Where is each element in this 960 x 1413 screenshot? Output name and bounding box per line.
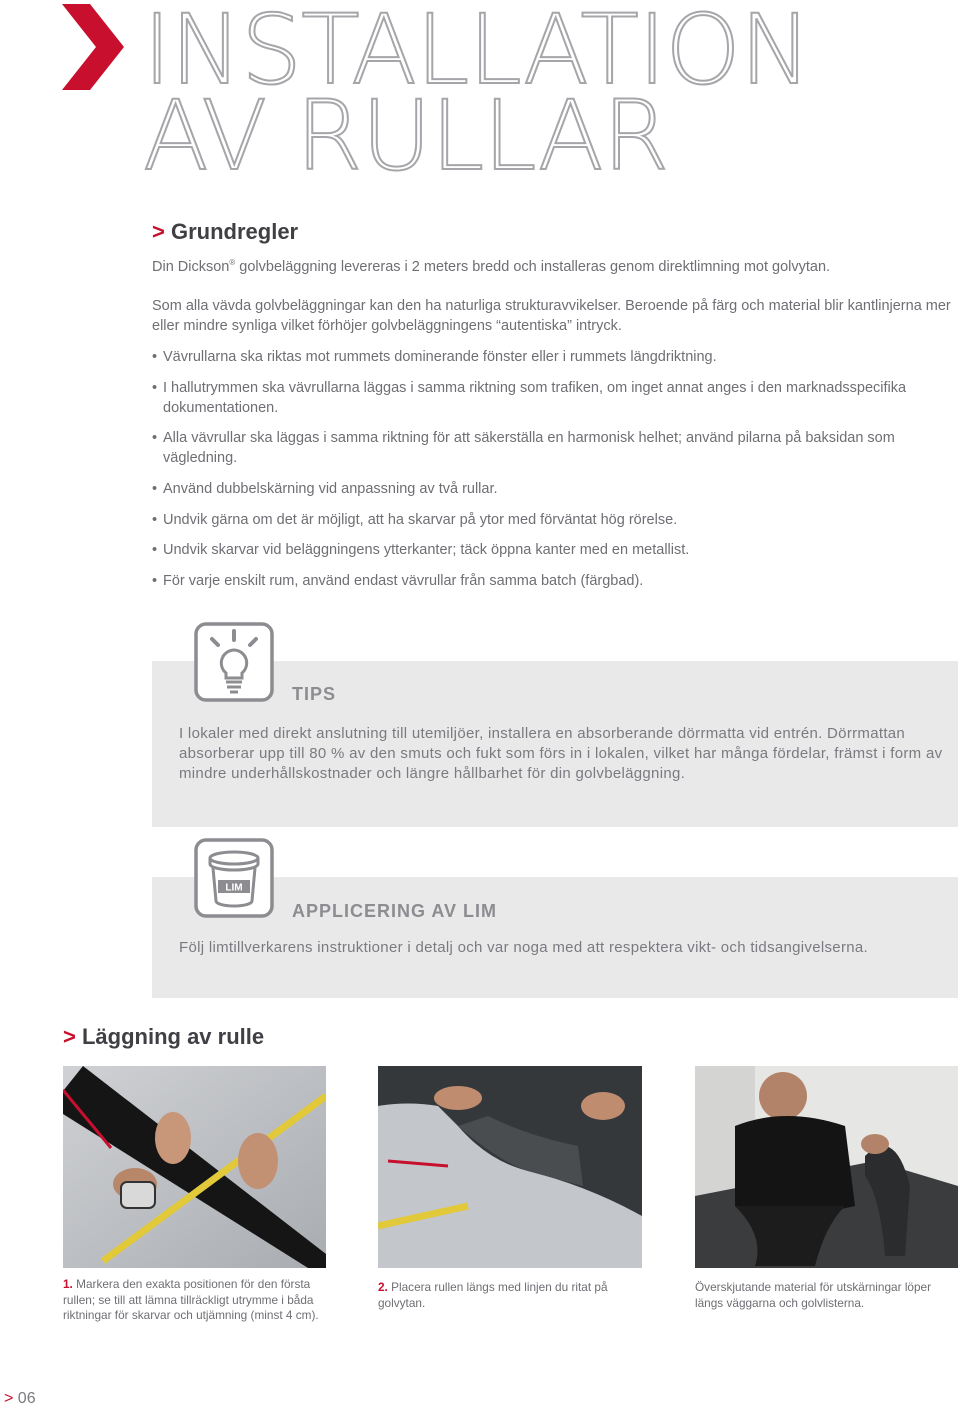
list-item: • I hallutrymmen ska vävrullarna läggas i samma riktning som trafiken, om inget annat anges i den marknadsspecifika dokumentationen. (152, 378, 958, 418)
list-item: • Undvik skarvar vid beläggningens ytterkanter; täck öppna kanter med en metallist. (152, 540, 958, 560)
intro-paragraph: Din Dickson® golvbeläggning levereras i 2 meters bredd och installeras genom direktlimning mot golvytan. (152, 258, 831, 275)
list-item: • För varje enskilt rum, använd endast vävrullar från samma batch (färgbad). (152, 571, 958, 591)
heading-marker: > (152, 219, 165, 244)
photo-excess-material (695, 1066, 958, 1268)
section-heading-laggning (63, 1024, 264, 1050)
glue-bucket-icon (194, 838, 274, 918)
step-caption-3: Överskjutande material för utskärningar löper längs väggarna och golvlisterna. (695, 1280, 932, 1310)
bucket-label: LIM (225, 882, 243, 894)
photo-marking-position (63, 1066, 326, 1268)
glue-heading: APPLICERING AV LIM (292, 901, 498, 921)
list-item: • Vävrullarna ska riktas mot rummets dominerande fönster eller i rummets längdriktning. (152, 347, 958, 367)
list-item: • Använd dubbelskärning vid anpassning av två rullar. (152, 479, 958, 499)
chevron-logo-mark (62, 4, 124, 90)
page-title-line2: AV RULLAR (143, 80, 669, 192)
page-marker: > (4, 1390, 14, 1407)
tips-text: I lokaler med direkt anslutning till utemiljöer, installera en absorberande dörrmatta vid entrén. Dörrmattan absorberar upp till 80 % av den smuts och fukt som förs in i lokalen, vilket har många fördelar, främst i form av mindre underhållskostnader och längre hållbarhet för din golvbeläggning. (179, 725, 943, 782)
section-heading-grundregler (152, 219, 298, 245)
list-item: • Alla vävrullar ska läggas i samma riktning för att säkerställa en harmonisk helhet; använd pilarna på baksidan som vägledning. (152, 428, 958, 468)
glue-text: Följ limtillverkarens instruktioner i detalj och var noga med att respektera vikt- och tidsangivelserna. (179, 939, 868, 956)
lightbulb-icon (194, 622, 274, 702)
list-item: • Undvik gärna om det är möjligt, att ha skarvar på ytor med förväntat hög rörelse. (152, 510, 958, 530)
heading-text: Grundregler (170, 219, 299, 244)
photo-placing-roll (378, 1066, 642, 1268)
structure-paragraph: Som alla vävda golvbeläggningar kan den ha naturliga strukturavvikelser. Beroende på färg och material blir kantlinjerna mer eller mindre synliga vilket förhöjer golvbeläggningens “autentiska” intryck. (152, 298, 951, 334)
heading-text: Läggning av rulle (81, 1024, 265, 1049)
heading-marker: > (63, 1024, 76, 1049)
tips-heading: TIPS (292, 684, 337, 704)
registered-mark: ® (229, 258, 236, 268)
step-caption-1: 1. Markera den exakta positionen för den första rullen; se till att lämna tillräckligt utrymme i båda riktningar för skarvar och utjämning (minst 4 cm). (63, 1277, 319, 1322)
page-number-value: 06 (17, 1390, 36, 1407)
page-title-line1: INSTALLATION (143, 0, 811, 106)
step-caption-2: 2. Placera rullen längs med linjen du ritat på golvytan. (378, 1280, 608, 1310)
page-number (4, 1390, 36, 1408)
